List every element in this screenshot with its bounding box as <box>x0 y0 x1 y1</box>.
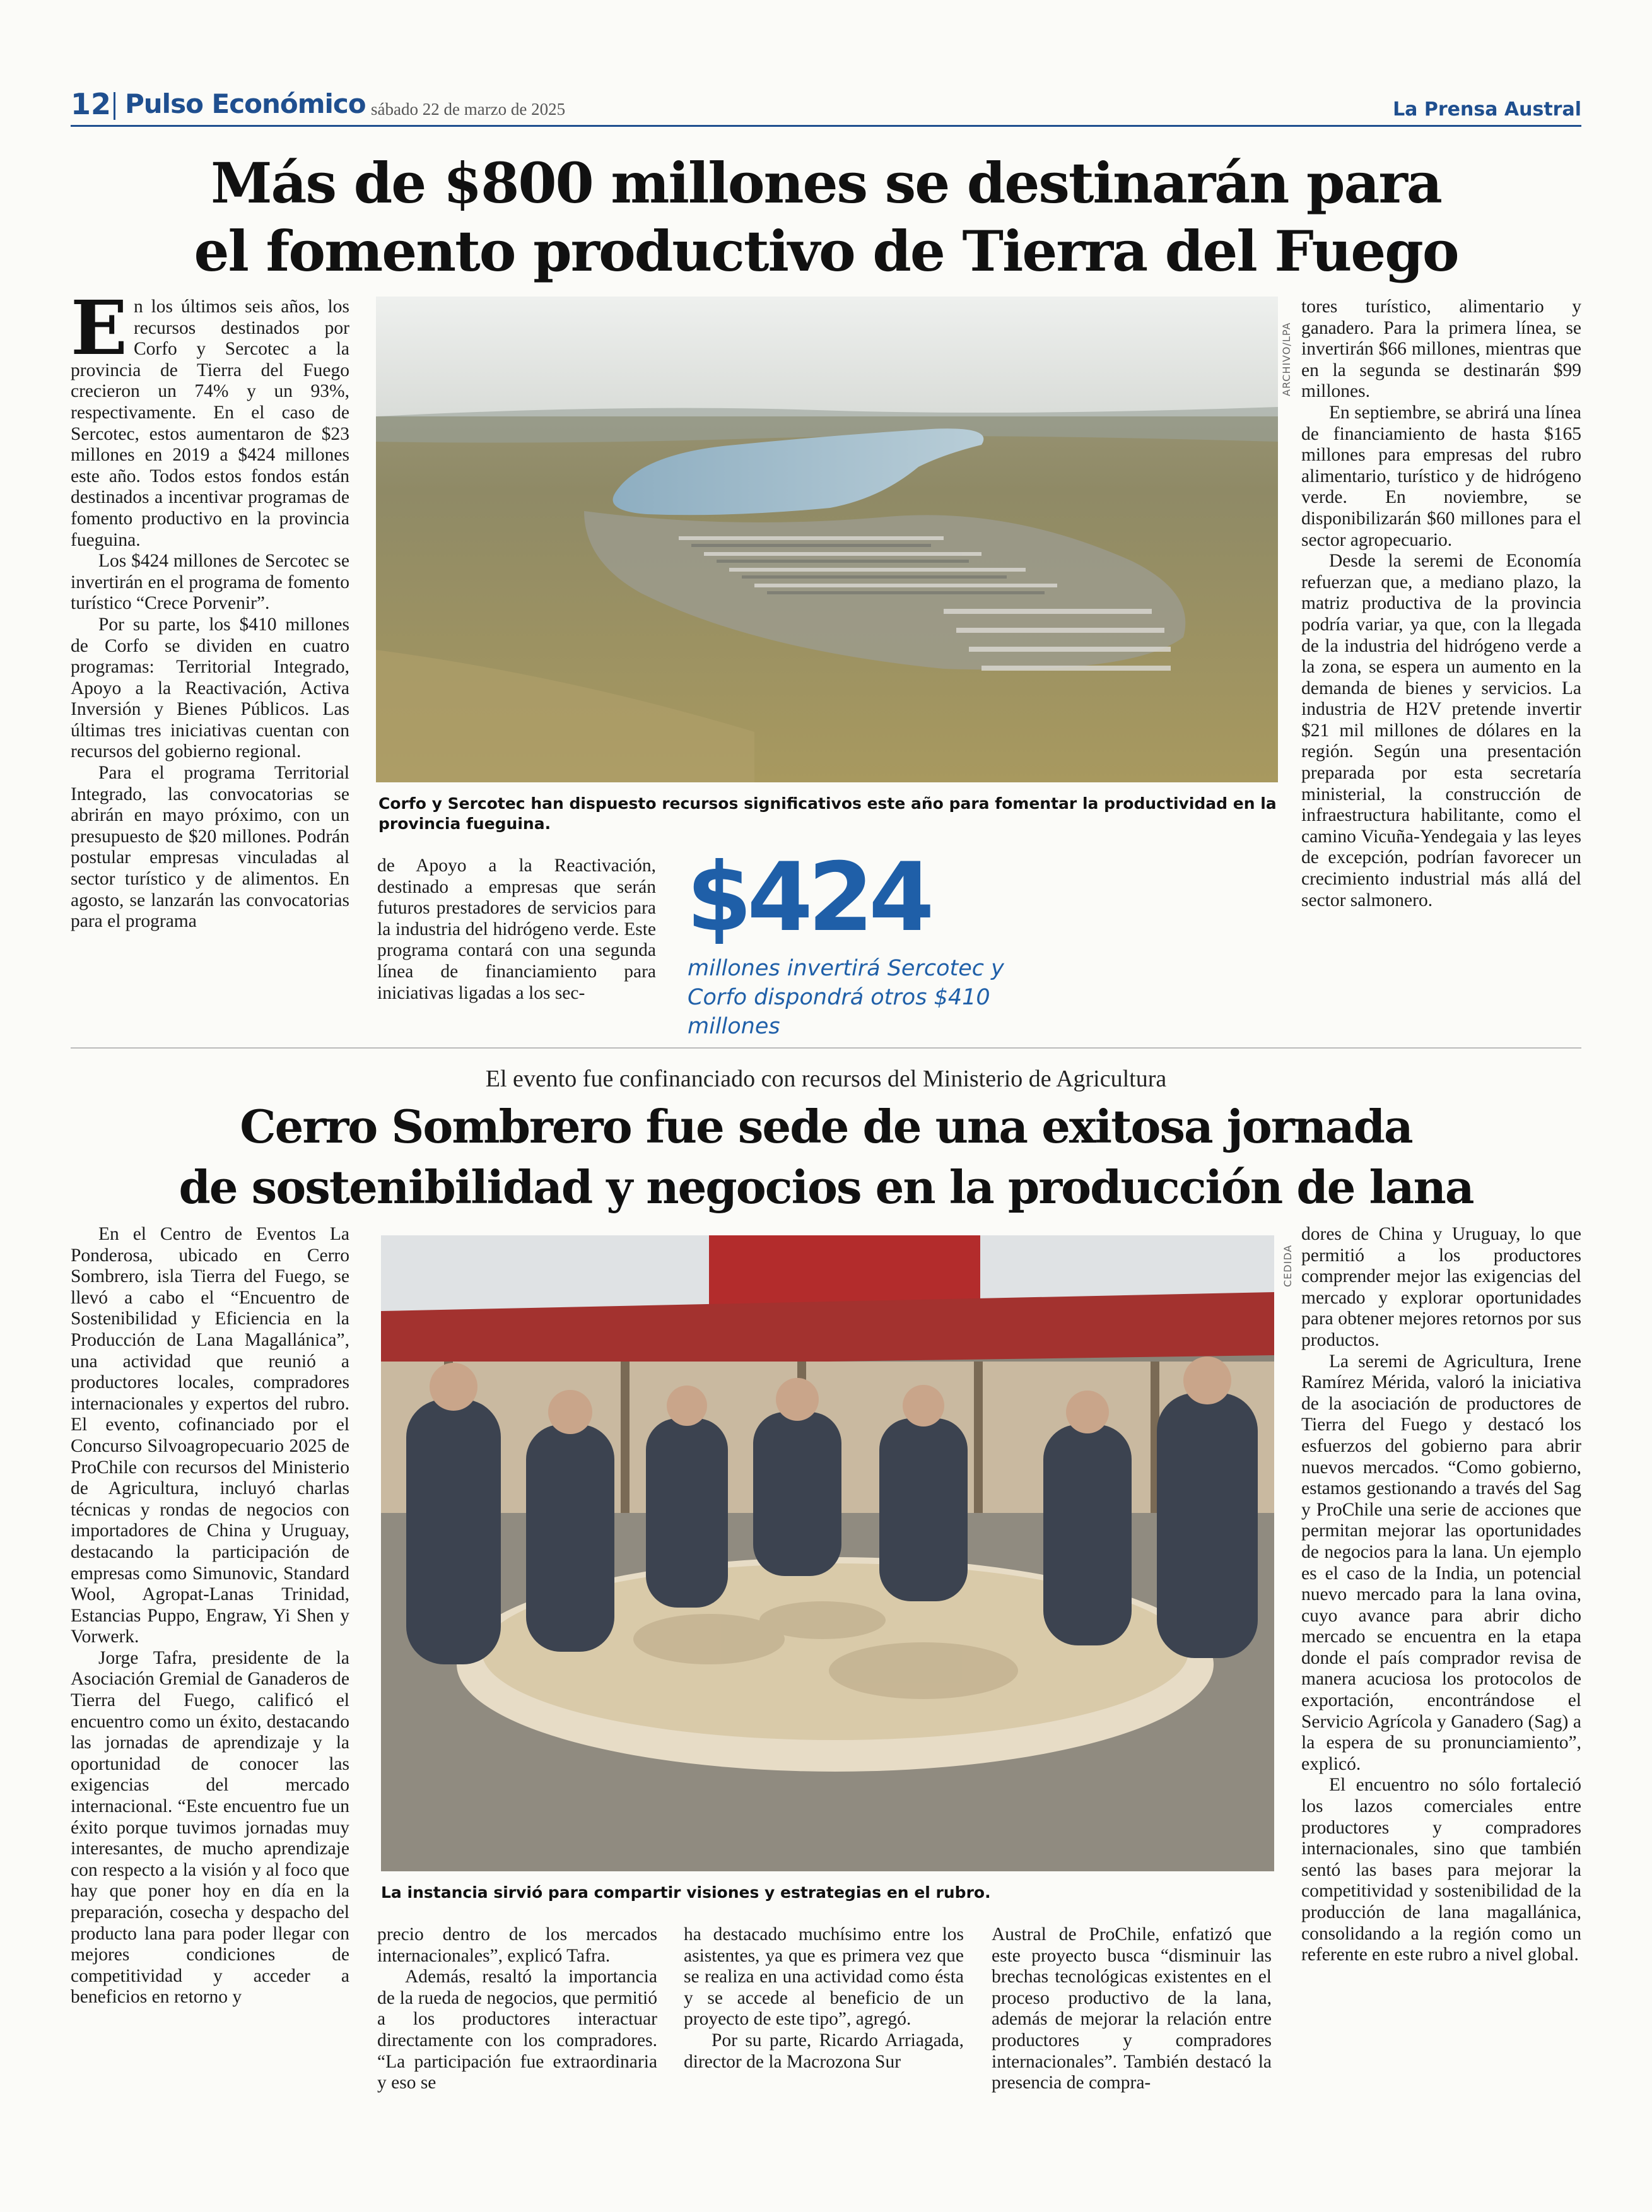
article1-paragraph: de Apoyo a la Reactivación, destinado a empresas que serán futuros prestadores de servicios para la industria del hidrógeno verde. Este programa contará con una segunda línea de financiamiento para iniciativas ligadas a los sec- <box>377 856 656 1003</box>
article2-headline-line2: de sostenibilidad y negocios en la producción de lana <box>179 1160 1473 1214</box>
article2-paragraph: precio dentro de los mercados internacionales”, explicó Tafra. <box>377 1924 657 1966</box>
article2-paragraph: dores de China y Uruguay, lo que permitió a los productores comprender mejor las exigencias del mercado y explorar oportunidades para obtener mejores retornos por sus productos. <box>1301 1224 1581 1350</box>
wool-event-illustration <box>381 1235 1274 1871</box>
aerial-photo-illustration <box>376 297 1278 782</box>
wool-event-photo <box>381 1235 1274 1871</box>
article1-photo-caption: Corfo y Sercotec han dispuesto recursos significativos este año para fomentar la productividad en la provincia fueguina. <box>378 794 1277 833</box>
article1-paragraph: Desde la seremi de Economía refuerzan que, a mediano plazo, la matriz productiva de la provincia podría variar, ya que, con la llegada de la industria del hidrógeno verde a la zona, se espera un aumento en la demanda de bienes y servicios. La industria de H2V pretende invertir $21 mil millones de dólares en la región. Según una presentación preparada por esta secretaría ministerial, la construcción de infraestructura habilitante, como el camino Vicuña-Yendegaia y las leyes de excepción, podrían favorecer un crecimiento industrial más allá del sector salmonero. <box>1301 551 1581 910</box>
article2-paragraph: Por su parte, Ricardo Arriagada, director de la Macrozona Sur <box>684 2030 964 2072</box>
article2-paragraph: ha destacado muchísimo entre los asistentes, ya que es primera vez que se realiza en una actividad como ésta y se accede al beneficio de un proyecto de este tipo”, agregó. <box>684 1924 964 2030</box>
article2-paragraph: En el Centro de Eventos La Ponderosa, ubicado en Cerro Sombrero, isla Tierra del Fuego, se llevó a cabo el “Encuentro de Sostenibilidad y Eficiencia en la Producción de Lana Magallánica”, una actividad que reunió a productores locales, compradores internacionales y expertos del rubro. El evento, cofinanciado por el Concurso Silvoagropecuario 2025 de ProChile con recursos del Ministerio de Agricultura, incluyó charlas técnicas y rondas de negocios con importadores de China y Uruguay, destacando la participación de empresas como Simunovic, Standard Wool, Agropat-Lanas Trinidad, Estancias Puppo, Engraw, Yi Shen y Vorwerk. <box>71 1224 349 1647</box>
article2-photo-caption: La instancia sirvió para compartir visiones y estrategias en el rubro. <box>381 1883 991 1902</box>
article2-column-3 <box>684 1924 964 2073</box>
article2-paragraph: La seremi de Agricultura, Irene Ramírez Mérida, valoró la iniciativa de la asociación de productores de Tierra del Fuego y destacó los esfuerzos del gobierno para abrir nuevos mercados. “Como gobierno, estamos gestionando a través del Sag y ProChile una serie de acciones que permitan mejorar las oportunidades de negocios para la lana. Un ejemplo es el caso de la India, un potencial nuevo mercado para la lana ovina, cuyo avance para abrir dicho mercado se encuentra en la etapa donde el país comprador revisa de manera acuciosa los protocolos de exportación, encontrándose el Servicio Agrícola y Ganadero (Sag) a la espera de su pronunciamiento”, explicó. <box>1301 1351 1581 1774</box>
header-rule <box>71 125 1581 127</box>
article2-headline <box>71 1097 1581 1218</box>
aerial-town-photo <box>376 297 1278 782</box>
article-separator <box>71 1047 1581 1049</box>
page-number: 12 <box>71 87 112 121</box>
article1-paragraph: Los $424 millones de Sercotec se invertirán en el programa de fomento turístico “Crece Porvenir”. <box>71 551 349 614</box>
header-divider <box>114 92 115 120</box>
article2-paragraph: El encuentro no sólo fortaleció los lazos comerciales entre productores y compradores internacionales, sino que también sentó las bases para mejorar la competitividad y sostenibilidad de la producción de lana magallánica, consolidando a la región como un referente en este rubro a nivel global. <box>1301 1775 1581 1965</box>
article1-headline <box>71 149 1581 285</box>
article1-column-1 <box>71 284 349 932</box>
article1-column-3 <box>1301 297 1581 911</box>
article2-paragraph: Además, resaltó la importancia de la rueda de negocios, que permitió a los productores interactuar directamente con los compradores. “La participación fue extraordinaria y eso se <box>377 1967 657 2093</box>
article1-paragraph: tores turístico, alimentario y ganadero. Para la primera línea, se invertirán $66 millones, mientras que en la segunda se destinarán $99 millones. <box>1301 297 1581 402</box>
article2-headline-line1: Cerro Sombrero fue sede de una exitosa jornada <box>240 1100 1412 1153</box>
article2-kicker: El evento fue confinanciado con recursos del Ministerio de Agricultura <box>485 1066 1167 1092</box>
article1-column-2 <box>377 856 656 1004</box>
article2-paragraph: Austral de ProChile, enfatizó que este proyecto busca “disminuir las brechas tecnológicas existentes en el proceso productivo de la lana, además de mejorar la relación entre productores y compradores internacionales”. También destacó la presencia de compra- <box>992 1924 1272 2093</box>
article2-column-1 <box>71 1224 349 2008</box>
article2-photo-credit: CEDIDA <box>1282 1244 1294 1287</box>
article1-paragraph: n los últimos seis años, los recursos destinados por Corfo y Sercotec a la provincia de Tierra del Fuego crecieron un 74% y un 93%, respectivamente. En el caso de Sercotec, estos aumentaron de $23 millones en 2019 a $424 millones este año. Todos estos fondos están destinados a incentivar programas de fomento productivo en la provincia fueguina. <box>71 297 349 550</box>
article1-paragraph: Para el programa Territorial Integrado, las convocatorias se abrirán en mayo próximo, con un presupuesto de $20 millones. Podrán postular empresas vinculadas al sector turístico y de alimentos. En agosto, se lanzarán las convocatorias para el programa <box>71 763 349 932</box>
article1-headline-line2: el fomento productivo de Tierra del Fuego <box>194 218 1458 284</box>
article2-column-5 <box>1301 1224 1581 1966</box>
article1-headline-line1: Más de $800 millones se destinarán para <box>211 150 1441 216</box>
newspaper-name: La Prensa Austral <box>1393 98 1581 121</box>
publication-date: sábado 22 de marzo de 2025 <box>371 100 566 119</box>
highlight-description: millones invertirá Sercotec y Corfo dispondrá otros $410 millones <box>688 956 1004 1039</box>
article1-dropcap: E <box>71 284 127 372</box>
article1-paragraph: En septiembre, se abrirá una línea de financiamiento de hasta $165 millones para empresas del rubro alimentario, turístico y de hidrógeno verde. En noviembre, se disponibilizarán $60 millones para el sector agropecuario. <box>1301 402 1581 550</box>
highlight-amount: $424 <box>686 843 930 953</box>
article2-paragraph: Jorge Tafra, presidente de la Asociación Gremial de Ganaderos de Tierra del Fuego, calificó el encuentro como un éxito, destacando las jornadas de aprendizaje y la oportunidad de conocer las exigencias del mercado internacional. “Este encuentro fue un éxito porque tuvimos jornadas muy interesantes, de mucho aprendizaje con respecto a la visión y al foco que hay que poner hoy en día en la preparación, cosecha y despacho del producto lana para poder llegar con mejores condiciones de competitividad y acceder a beneficios en retorno y <box>71 1647 349 2008</box>
article1-photo-credit: ARCHIVO/LPA <box>1280 322 1292 396</box>
article2-column-4 <box>992 1924 1272 2094</box>
article2-column-2 <box>377 1924 657 2094</box>
section-title: Pulso Económico <box>125 88 366 119</box>
article1-paragraph: Por su parte, los $410 millones de Corfo se dividen en cuatro programas: Territorial Integrado, Apoyo a la Reactivación, Activa Inversión y Bienes Públicos. Las últimas tres iniciativas cuentan con recursos del gobierno regional. <box>71 614 349 762</box>
